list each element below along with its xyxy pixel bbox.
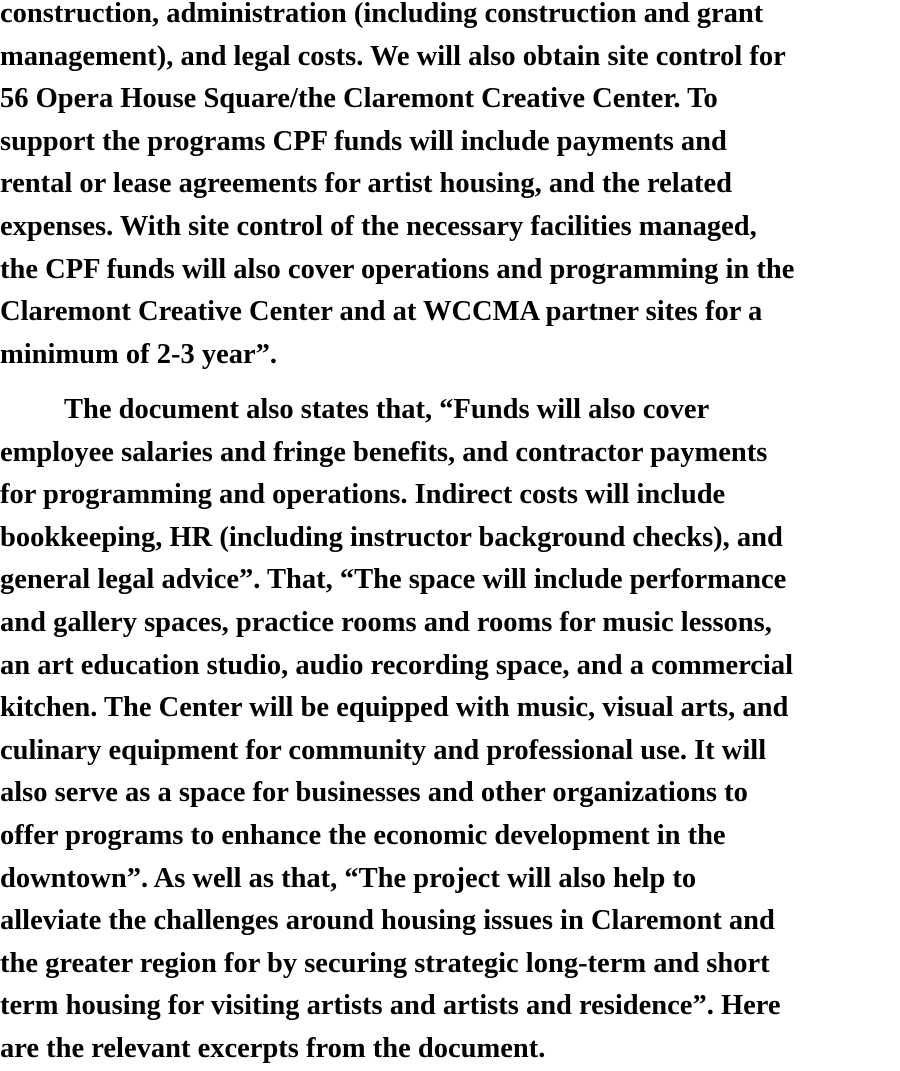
paragraph-2 bbox=[0, 389, 793, 1071]
text-line: The document also states that, “Funds will also cover bbox=[64, 394, 710, 425]
text-line: the greater region for by securing strategic long-term and short bbox=[0, 947, 770, 979]
text-line: an art education studio, audio recording space, and a commercial bbox=[0, 649, 793, 681]
text-line: construction, administration (including construction and grant bbox=[0, 0, 764, 29]
text-line: 56 Opera House Square/the Claremont Creative Center. To bbox=[0, 83, 718, 115]
text-line: rental or lease agreements for artist housing, and the related bbox=[0, 168, 732, 200]
paragraph-1 bbox=[0, 0, 794, 376]
text-line: offer programs to enhance the economic development in the bbox=[0, 819, 726, 851]
text-line: general legal advice”. That, “The space will include performance bbox=[0, 564, 787, 596]
text-line: kitchen. The Center will be equipped with music, visual arts, and bbox=[0, 692, 789, 724]
text-line: are the relevant excerpts from the document. bbox=[0, 1032, 546, 1064]
text-line: for programming and operations. Indirect costs will include bbox=[0, 479, 726, 511]
text-line: downtown”. As well as that, “The project will also help to bbox=[0, 862, 697, 894]
text-line: support the programs CPF funds will include payments and bbox=[0, 125, 727, 157]
text-line: expenses. With site control of the necessary facilities managed, bbox=[0, 210, 757, 242]
text-line: bookkeeping, HR (including instructor background checks), and bbox=[0, 521, 783, 553]
text-line: employee salaries and fringe benefits, and contractor payments bbox=[0, 436, 768, 468]
text-line: the CPF funds will also cover operations and programming in the bbox=[0, 253, 795, 285]
text-line: culinary equipment for community and professional use. It will bbox=[0, 734, 767, 766]
text-line: Claremont Creative Center and at WCCMA partner sites for a bbox=[0, 296, 763, 328]
text-line: alleviate the challenges around housing issues in Claremont and bbox=[0, 905, 775, 937]
text-line: management), and legal costs. We will also obtain site control for bbox=[0, 40, 786, 72]
text-line: minimum of 2-3 year”. bbox=[0, 338, 278, 370]
text-line: also serve as a space for businesses and other organizations to bbox=[0, 777, 748, 809]
text-line: term housing for visiting artists and artists and residence”. Here bbox=[0, 990, 781, 1022]
text-line: and gallery spaces, practice rooms and rooms for music lessons, bbox=[0, 606, 772, 638]
